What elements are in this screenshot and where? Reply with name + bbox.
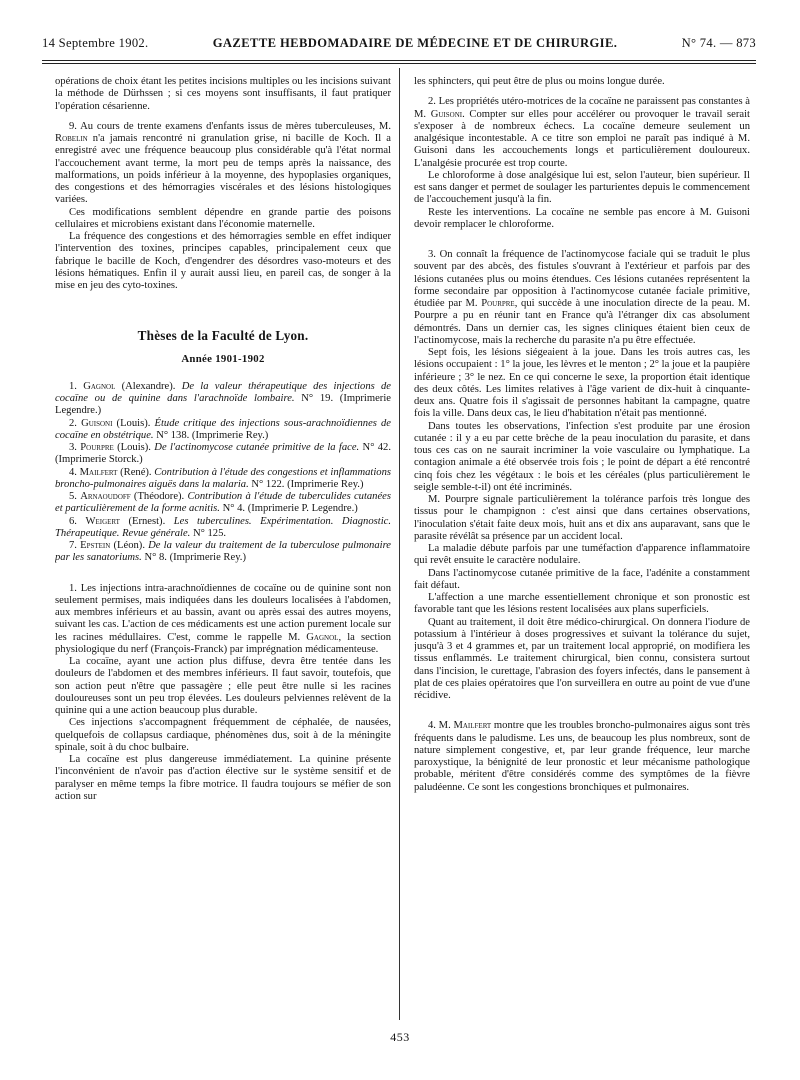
thesis-ref: N° 138. (Imprimerie Rey.)	[153, 429, 269, 441]
paragraph: Ces modifications semblent dépendre en grande partie des poisons cellulaires et microbiens existant dans l'économie maternelle.	[55, 206, 391, 230]
paragraph: Dans toutes les observations, l'infection s'est produite par une érosion cutanée : il y a eu par cette brèche de la peau inoculation du parasite, et dans tous ces cas on ne saurait incriminer la voie vasculaire ou lymphatique. La contagion animale a été observée trois fois ; le point de départ a été rencontré cinq fois chez les végétaux : le bois et les céréales (plus particulièrement le seigle semble-t-il) ont été incriminés.	[414, 420, 750, 493]
paragraph-text: 4. M.	[428, 720, 454, 732]
thesis-ref: N° 122. (Imprimerie Rey.)	[248, 478, 364, 490]
paragraph: les sphincters, qui peut être de plus ou moins longue durée.	[414, 76, 665, 87]
paragraph	[55, 583, 391, 657]
thesis-entry	[55, 491, 391, 516]
thesis-number: 6.	[69, 515, 86, 527]
thesis-author-first: (Louis).	[113, 442, 155, 453]
thesis-ref: N° 8. (Imprimerie Rey.)	[141, 552, 246, 564]
thesis-author: Guisoni	[81, 417, 113, 429]
thesis-entry	[55, 516, 391, 541]
paragraph: L'affection a une marche essentiellement chronique et son pronostic est favorable tant que les lésions restent localisées aux plans superficiels.	[414, 592, 750, 616]
thesis-author-first: (Théodore).	[130, 491, 188, 502]
section-heading: Thèses de la Faculté de Lyon.	[137, 328, 309, 344]
paragraph	[414, 720, 750, 794]
author-name: Gagnol	[306, 631, 339, 643]
thesis-author-first: (Alexandre).	[115, 380, 182, 392]
paragraph: Ces injections s'accompagnent fréquemment de céphalée, de nausées, quelquefois de collapsus cardiaque, phénomènes dus, soit à de la méningite spinale, soit à du choc bulbaire.	[55, 717, 391, 753]
thesis-author: Arnaoudoff	[80, 491, 131, 502]
thesis-ref: N° 4. (Imprimerie P. Legendre.)	[219, 503, 358, 515]
issue-page: N° 74. — 873	[681, 36, 756, 50]
paragraph	[414, 96, 750, 170]
thesis-author: Weigert	[85, 515, 120, 527]
thesis-ref: N° 125.	[190, 527, 227, 539]
paragraph	[55, 121, 391, 207]
running-header	[42, 36, 756, 58]
thesis-ref: N° 19. (Imprimerie Legendre.)	[55, 393, 391, 417]
paragraph: M. Pourpre signale particulièrement la tolérance parfois très longue des tissus pour le champignon : c'est ainsi que dans certaines observations, l'inoculation s'était faite deux mois, huit ans et dix ans auparavant, sans que le parasite révélât sa présence par un accident local.	[414, 494, 750, 542]
paragraph: opérations de choix étant les petites incisions multiples ou les incisions suivant la méthode de Dürhssen ; si ces moyens sont insuffisants, il faut pratiquer l'opération césarienne.	[55, 76, 391, 112]
thesis-number: 1.	[69, 380, 84, 392]
paragraph-text: 3. On connaît la fréquence de l'actinomycose faciale qui se traduit le plus souvent par des abcès, des fistules s'ouvrant à l'extérieur et parfois par des lésions cutanées plus ou moins étendues. Ces lésions cutanées représentent la forme secondaire par opposition à l'actinomycose cutanée faciale primitive, étudiée par M.	[414, 249, 750, 309]
thesis-author-first: (Ernest).	[119, 515, 174, 527]
author-name: Robelin	[55, 133, 88, 144]
thesis-title: Étude critique des injections sous-arachnoïdiennes de cocaïne en obstétrique.	[55, 417, 391, 441]
paragraph: La maladie débute parfois par une tuméfaction d'apparence inflammatoire qui revêt ensuite le caractère nodulaire.	[414, 543, 750, 567]
paragraph: Sept fois, les lésions siégeaient à la joue. Dans les trois autres cas, les lésions occupaient : 1° la joue, les lèvres et le menton ; 2° la joue et la paupière inférieure ; 3° le nez. En ce qui concerne le sexe, la proportion était identique des deux côtés. Les limites relatives à l'âge varient de dix-huit à cinquante-deux ans. Quatre fois il s'agissait de personnes habitant la campagne, quatre fois la ville. Dans deux cas, le lieu d'habitation n'était pas mentionné.	[414, 347, 750, 420]
thesis-title: De l'actinomycose cutanée primitive de la face.	[154, 442, 360, 453]
paragraph-text: montre que les troubles broncho-pulmonaires aigus sont très fréquents dans le paludisme. Les uns, de beaucoup les plus nombreux, sont de nature simplement congestive, et, par leur grande fréquence, leur marche paroxystique, la bénignité de leur pronostic et leur mécanisme pathologique probable, méritent d'être considérés comme des symptômes de la fièvre paludéenne. Ce sont les congestions bronchiques et pulmonaires.	[414, 720, 750, 793]
paragraph-text: n'a jamais rencontré ni granulation grise, ni bacille de Koch. Il a enregistré avec une fréquence beaucoup plus considérable qu'à l'état normal l'accouchement avant terme, la mort peu de temps après la naissance, des malformations, un poids inférieur à la moyenne, des hypoplasies organiques, des congestions et des hémorragies viscérales et des lésions histologiques variées.	[55, 133, 391, 206]
column-divider	[399, 68, 400, 1020]
thesis-number: 7.	[69, 540, 81, 551]
thesis-title: Contribution à l'étude des congestions et inflammations broncho-pulmonaires aiguës dans la malaria.	[55, 466, 391, 490]
thesis-title: Les tuberculines. Expérimentation. Diagnostic. Thérapeutique. Revue générale.	[55, 515, 391, 539]
header-date: 14 Septembre 1902.	[42, 36, 149, 50]
paragraph: Le chloroforme à dose analgésique lui est, selon l'auteur, bien supérieur. Il est sans danger et permet de soulager les parturientes depuis le commencement de l'accouchement jusqu'à la fin.	[414, 169, 750, 206]
thesis-title: De la valeur thérapeutique des injections de cocaïne ou de quinine dans l'arachnoïde lombaire.	[55, 380, 391, 404]
thesis-author-first: (Louis).	[112, 417, 155, 429]
header-rule	[42, 60, 756, 61]
thesis-number: 3.	[69, 442, 81, 453]
paragraph-text: , la section physiologique du nerf (François-Franck) par imprégnation médicamenteuse.	[55, 631, 391, 655]
thesis-entry	[55, 381, 391, 418]
left-column	[55, 76, 391, 1016]
section-subheading: Année 1901-1902	[181, 352, 265, 365]
paragraph-text: 9. Au cours de trente examens d'enfants issus de mères tuberculeuses, M.	[69, 120, 391, 132]
paragraph: Reste les interventions. La cocaïne ne semble pas encore à M. Guisoni devoir remplacer le chloroforme.	[414, 206, 750, 230]
paragraph: La fréquence des congestions et des hémorragies semble en effet indiquer l'intervention des toxines, principes capables, principalement ceux que fabrique le bacille de Koch, d'engendrer des désordres vaso-moteurs et des lésions hématiques. Enfin il y aurait aussi lieu, en pareil cas, de songer à la mise en jeu des cyto-toxines.	[55, 231, 391, 291]
paragraph: La cocaïne est plus dangereuse immédiatement. La quinine présente l'inconvénient de n'avoir pas d'action élective sur le système sensitif et de paralyser en même temps la fibre motrice. Il faudra toujours se méfier de son action sur	[55, 754, 391, 802]
thesis-author: Pourpre	[80, 442, 114, 453]
thesis-title: Contribution à l'étude de tuberculides cutanées et particulièrement de la forme acnitis.	[55, 491, 391, 515]
thesis-list	[55, 381, 391, 565]
author-name: Mailfert	[453, 720, 492, 732]
thesis-entry	[55, 467, 391, 492]
paragraph-text: . Compter sur elles pour accélérer ou provoquer le travail serait s'exposer à de nombreux échecs. La cocaïne demeure seulement un analgésique incontestable. A ce titre son emploi ne paraît pas indiqué à M. Guisoni dans les accouchements longs et particulièrement douloureux. L'analgésie procurée est trop courte.	[414, 108, 750, 169]
journal-title: GAZETTE HEBDOMADAIRE DE MÉDECINE ET DE CHIRURGIE.	[212, 36, 618, 50]
thesis-ref: N° 42. (Imprimerie Storck.)	[55, 442, 391, 466]
author-name: Guisoni	[430, 108, 463, 120]
thesis-number: 5.	[69, 491, 81, 502]
paragraph	[414, 249, 750, 347]
thesis-author-first: (René).	[117, 466, 155, 478]
thesis-number: 4.	[69, 466, 80, 478]
thesis-entry	[55, 442, 391, 467]
thesis-author: Gagnol	[83, 380, 116, 392]
thesis-author: Mailfert	[79, 466, 118, 478]
paragraph-text: 1. Les injections intra-arachnoïdiennes de cocaïne ou de quinine sont non seulement permises, mais indiquées dans les douleurs localisées à l'abdomen, aux membres inférieurs et au bassin, avant ou après essai des autres moyens, suivant les cas. L'action de ces médicaments est une action purement locale sur les racines médullaires. C'est, comme le rappelle M.	[55, 582, 391, 643]
paragraph: Quant au traitement, il doit être médico-chirurgical. On donnera l'iodure de potassium à l'intérieur à doses progressives et suivant la tolérance du sujet, jusqu'à 3 et 4 grammes et, par un traitement local approprié, on modifiera les tissus enflammés. Le traitement chirurgical, bien connu, consistera surtout dans l'incision, le curettage, l'abrasion des foyers infectés, dans le pansement à plat de ces plaies opératoires que l'on surveillera en outre au point de vue d'une récidive.	[414, 616, 750, 701]
paragraph: La cocaïne, ayant une action plus diffuse, devra être tentée dans les douleurs de l'abdomen et des membres inférieurs. Il faut savoir, toutefois, que son action peut n'être que passagère ; elle peut être nulle si les racines douloureuses sont un peu trop élevées. Les douleurs pelviennes relèvent de la quinine qui a une action beaucoup plus durable.	[55, 656, 391, 716]
author-name: Pourpre	[481, 298, 515, 309]
thesis-entry	[55, 418, 391, 443]
paragraph: Dans l'actinomycose cutanée primitive de la face, l'adénite a constamment fait défaut.	[414, 567, 750, 591]
page-number: 453	[390, 1030, 410, 1044]
thesis-entry	[55, 540, 391, 565]
header-rule-double	[42, 63, 756, 64]
paragraph-text: , qui succède à une inoculation directe de la peau. M. Pourpre a pu en réunir tant en France qu'à l'étranger dix cas absolument démontrés. Dans un dernier cas, les signes cliniques étaient bien ceux de l'actinomycose, mais la recherche du parasite n'a pu être effectuée.	[414, 298, 750, 346]
thesis-author: Epstein	[80, 540, 111, 551]
paragraph-text: 2. Les propriétés utéro-motrices de la cocaïne ne paraissent pas constantes à M.	[414, 96, 750, 120]
thesis-title: De la valeur du traitement de la tuberculose pulmonaire par les sanatoriums.	[55, 540, 391, 564]
right-column	[414, 76, 750, 1016]
thesis-number: 2.	[69, 417, 82, 429]
thesis-author-first: (Léon).	[110, 540, 149, 551]
